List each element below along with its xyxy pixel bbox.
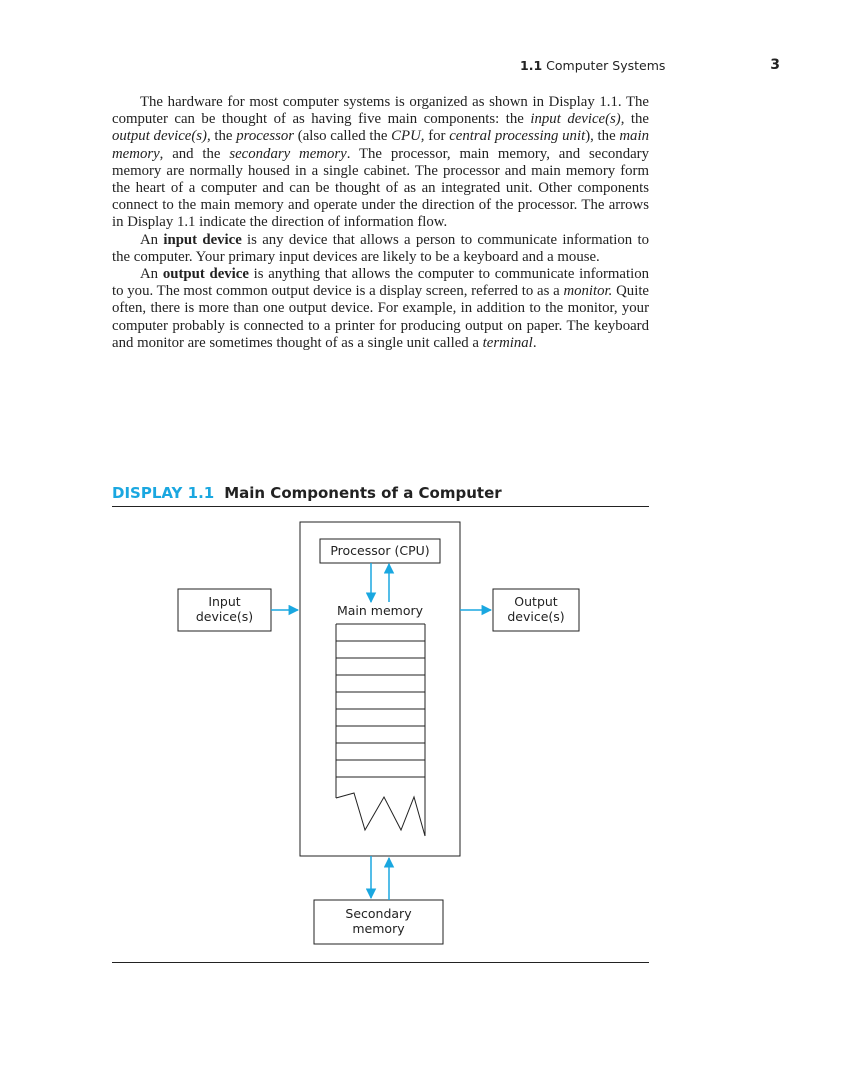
text-run: , and the [159, 145, 230, 162]
display-title: Main Components of a Computer [224, 484, 502, 502]
text-run: . The processor, main memory, and secondary memory are normally housed in a single cabinet. The processor and main memory form the heart of a computer and can be thought of as an integrated unit. Other components connect to the main memory and operate under the direction of the processor. The arrows in Display 1.1 indicate the direction of information flow. [112, 145, 649, 231]
emphasis-monitor: monitor. [563, 283, 613, 300]
secondary-memory-label [314, 906, 443, 936]
memory-break-line [336, 793, 425, 836]
emphasis-terminal: terminal [482, 334, 533, 351]
text-run: An [140, 266, 163, 283]
memory-cells [336, 624, 425, 836]
text-run: is any device that allows a person to communicate information to the computer. Your primary input devices are likely to be a keyboard and a mouse. [112, 231, 649, 265]
processor-label: Processor (CPU) [330, 543, 430, 558]
display-label: DISPLAY 1.1 [112, 484, 215, 502]
input-label-line2: device(s) [195, 609, 254, 624]
secondary-label-line1: Secondary [345, 906, 412, 921]
output-label-line2: device(s) [507, 609, 565, 624]
emphasis-output-devices: output device(s) [112, 128, 207, 145]
output-label-line1: Output [514, 594, 558, 609]
bold-output-device: output device [162, 266, 249, 283]
text-run: . [532, 334, 537, 351]
cabinet-box [300, 522, 460, 856]
section-title: Computer Systems [546, 58, 666, 73]
secondary-label-line2: memory [352, 921, 405, 936]
text-run: (also called the [294, 128, 392, 145]
output-device-label [493, 594, 579, 624]
emphasis-central-processing-unit: central processing unit [449, 128, 586, 145]
text-run: The hardware for most computer systems is organized as shown in Display 1.1. The computer can be thought of as having five main components: the [112, 94, 649, 128]
main-memory-label: Main memory [336, 603, 424, 618]
emphasis-main-memory: main memory [112, 128, 649, 162]
bottom-rule [112, 962, 649, 963]
text-run: Quite often, there is more than one output device. For example, in addition to the monitor, your computer probably is connected to a printer for producing output on paper. The keyboard and monitor are sometimes thought of as a single unit called a [112, 283, 649, 351]
text-run: is anything that allows the computer to communicate information to you. The most common output device is a display screen, referred to as a [112, 266, 649, 300]
emphasis-input-devices: input device(s) [530, 111, 621, 128]
input-label-line1: Input [208, 594, 241, 609]
text-run: for [424, 128, 450, 145]
text-run: An [140, 231, 164, 248]
text-run: , the [206, 128, 237, 145]
bold-input-device: input device [163, 231, 242, 248]
emphasis-processor: processor [236, 128, 295, 145]
text-run: , the [620, 111, 650, 128]
emphasis-cpu: CPU, [391, 128, 425, 145]
input-device-label [178, 594, 271, 624]
page-number: 3 [770, 57, 780, 73]
emphasis-secondary-memory: secondary memory [229, 145, 347, 162]
section-number: 1.1 [520, 58, 543, 73]
text-run: ), the [585, 128, 620, 145]
